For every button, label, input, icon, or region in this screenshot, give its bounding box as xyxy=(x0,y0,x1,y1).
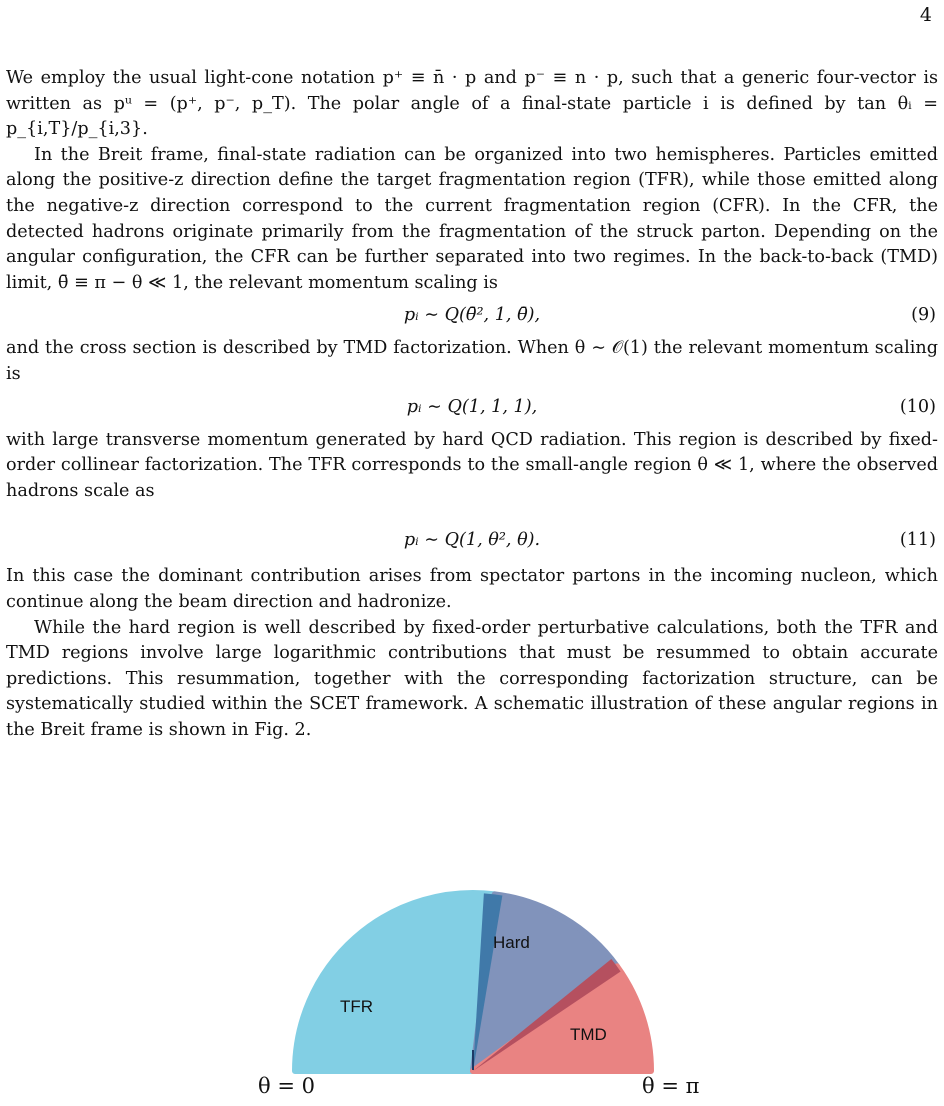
body-text xyxy=(6,66,938,743)
label-tmd: TMD xyxy=(570,1025,607,1044)
angular-regions-diagram xyxy=(0,820,944,1106)
axis-label-theta-pi: θ = π xyxy=(642,1074,700,1098)
equation-10 xyxy=(6,388,938,428)
paragraph-notation: We employ the usual light-cone notation p⁺ ≡ n̄ · p and p⁻ ≡ n · p, such that a generic four-vector is written as pᵘ = (p⁺, p⁻, p_T). The polar angle of a final-state particle i is defined by tan θᵢ = p_{i,T}/p_{i,3}. xyxy=(6,68,938,140)
equation-11-math: pᵢ ∼ Q(1, θ², θ). xyxy=(403,530,541,551)
page-number: 4 xyxy=(919,4,932,26)
label-tfr: TFR xyxy=(340,997,374,1016)
figure-angular-regions xyxy=(0,820,944,1106)
equation-9-math: pᵢ ∼ Q(θ̄², 1, θ̄), xyxy=(403,305,541,326)
equation-11-number: (11) xyxy=(899,530,936,551)
axis-label-theta-zero: θ = 0 xyxy=(258,1074,315,1098)
equation-10-number: (10) xyxy=(899,396,936,417)
equation-9 xyxy=(6,296,938,336)
paragraph-spectator: In this case the dominant contribution arises from spectator partons in the incoming nucleon, which continue along the beam direction and hadronize. xyxy=(6,566,938,612)
equation-9-number: (9) xyxy=(911,305,936,326)
label-hard: Hard xyxy=(493,933,530,952)
equation-11 xyxy=(6,504,938,564)
paragraph-hard: with large transverse momentum generated by hard QCD radiation. This region is described by fixed-order collinear factorization. The TFR corresponds to the small-angle region θ ≪ 1, where the observed hadrons scale as xyxy=(6,429,938,501)
paragraph-breit-frame: In the Breit frame, final-state radiation can be organized into two hemispheres. Particles emitted along the positive-z direction define the target fragmentation region (TFR), while those emitted along the negative-z direction correspond to the current fragmentation region (CFR). In the CFR, the detected hadrons originate primarily from the fragmentation of the struck parton. Depending on the angular configuration, the CFR can be further separated into two regimes. In the back-to-back (TMD) limit, θ̄ ≡ π − θ ≪ 1, the relevant momentum scaling is xyxy=(6,144,938,293)
paragraph-tmd: and the cross section is described by TMD factorization. When θ ∼ 𝒪(1) the relevant momentum scaling is xyxy=(6,338,938,384)
sector-tfr xyxy=(295,893,495,1071)
paragraph-resummation: While the hard region is well described by fixed-order perturbative calculations, both the TFR and TMD regions involve large logarithmic contributions that must be resummed to obtain accurate predictions. This resummation, together with the corresponding factorization structure, can be systematically studied within the SCET framework. A schematic illustration of these angular regions in the Breit frame is shown in Fig. 2. xyxy=(6,617,938,740)
equation-10-math: pᵢ ∼ Q(1, 1, 1), xyxy=(406,396,538,417)
